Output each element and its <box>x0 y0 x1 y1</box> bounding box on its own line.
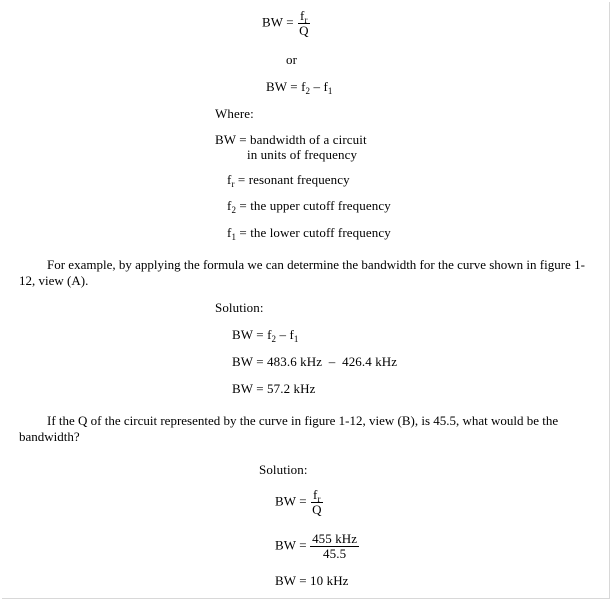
fraction-denominator: Q <box>299 23 309 38</box>
solution1-line2: BW = 483.6 kHz – 426.4 kHz <box>232 354 398 369</box>
fraction-numerator: $f_r$ <box>300 8 308 25</box>
solution2-line2: BW = $\frac{\text{455 kHz}}{45.5}$ <box>275 531 358 561</box>
solution2-line3: BW = 10 kHz <box>275 573 349 588</box>
solution2-label: Solution: <box>259 462 308 477</box>
where-label: Where: <box>215 106 254 121</box>
fraction <box>310 488 324 517</box>
paragraph-question: If the Q of the circuit represented by the curve in figure 1-12, view (B), is 45.5, what would be the bandwidth? <box>19 413 559 444</box>
solution2-line1: BW = $\frac{f_r}{Q}$ <box>275 487 322 517</box>
definition-bw-line2: in units of frequency <box>247 147 358 162</box>
definition-fr: $f_r$ = resonant frequency <box>227 172 350 189</box>
formula-bw-f2-minus-f1: BW = $f_2 - f_1$ <box>266 79 333 96</box>
fraction-numerator: $f_r$ <box>313 487 321 504</box>
fraction <box>310 532 359 561</box>
definition-f2: $f_2$ = the upper cutoff frequency <box>227 198 391 215</box>
formula-bw-fr-over-q <box>262 9 311 38</box>
solution1-line3: BW = 57.2 kHz <box>232 381 316 396</box>
fraction-denominator: Q <box>312 502 322 517</box>
fraction-denominator: 45.5 <box>323 546 347 561</box>
paragraph-example: For example, by applying the formula we can determine the bandwidth for the curve shown in figure 1-12, view (A). <box>19 257 585 288</box>
definition-bw-line1: BW = bandwidth of a circuit <box>215 132 367 147</box>
formula-lhs: BW = <box>262 14 294 30</box>
solution1-label: Solution: <box>215 300 264 315</box>
fraction <box>297 9 311 38</box>
definition-f1: $f_1$ = the lower cutoff frequency <box>227 225 391 242</box>
or-text: or <box>286 52 298 67</box>
solution1-line1: BW = $f_2 - f_1$ <box>232 327 299 344</box>
fraction-numerator: 455 kHz <box>312 531 358 546</box>
